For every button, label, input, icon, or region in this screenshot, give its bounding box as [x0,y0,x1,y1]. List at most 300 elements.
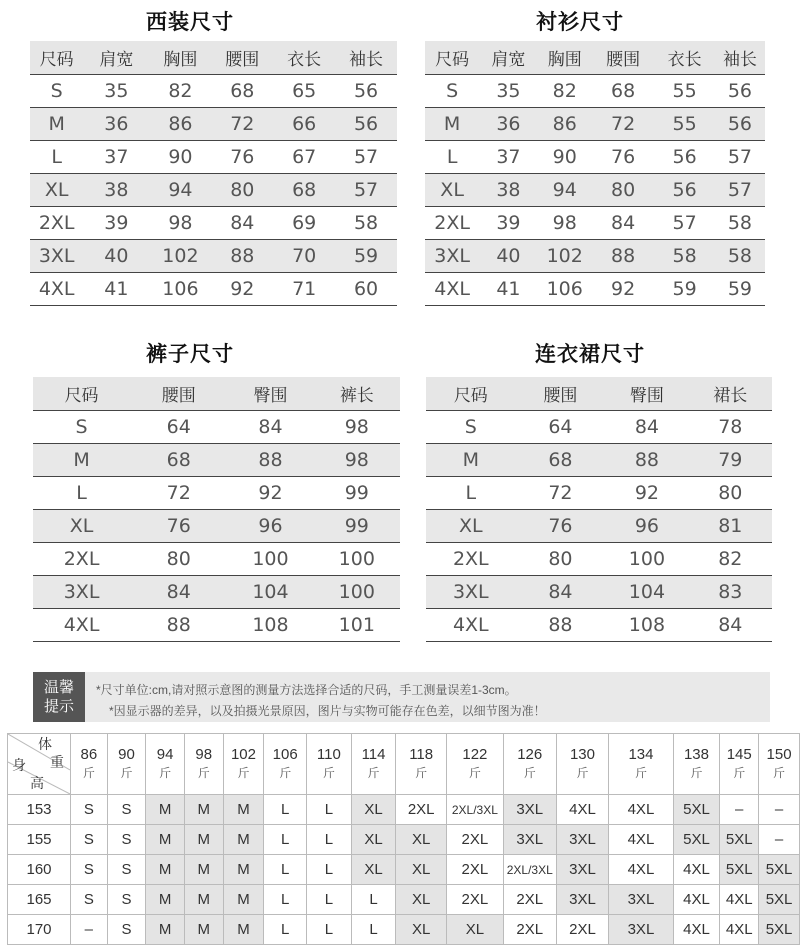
grid-weight-value: 118 [409,746,434,763]
suit-cell: 57 [335,141,397,174]
grid-weight-header [609,734,673,795]
shirt-cell: S [425,75,479,108]
grid-weight-unit: 斤 [634,766,647,780]
suit-cell: 35 [83,75,149,108]
grid-size-cell: XL [396,915,447,945]
suit-cell: 72 [211,108,273,141]
grid-weight-header [759,734,800,795]
pants-row [33,543,400,576]
grid-weight-header [223,734,264,795]
grid-weight-value: 145 [726,746,752,763]
grid-size-cell: XL [396,885,447,915]
grid-size-cell: 2XL [446,855,503,885]
shirt-row [425,207,765,240]
notice-badge-line1: 温馨 [43,678,74,696]
suit-row [30,207,397,240]
grid-weight-unit: 斤 [576,766,589,780]
pants-header-row [33,377,400,411]
dress-cell: XL [426,510,516,543]
grid-size-cell: M [223,915,264,945]
pants-cell: 3XL [33,576,130,609]
grid-weight-header [720,734,759,795]
dress-row [426,576,772,609]
grid-row [8,915,800,945]
grid-size-cell: L [307,855,352,885]
dress-header-cell: 尺码 [426,377,516,411]
shirt-cell: 58 [654,240,714,273]
grid-weight-header [673,734,720,795]
shirt-cell: 80 [592,174,655,207]
grid-weight-unit: 斤 [415,766,428,780]
grid-size-cell: 5XL [720,825,759,855]
dress-cell: 108 [605,609,688,642]
pants-cell: 4XL [33,609,130,642]
grid-size-cell: 4XL [673,885,720,915]
dress-cell: 100 [605,543,688,576]
grid-size-cell: S [71,795,108,825]
suit-cell: 2XL [30,207,83,240]
shirt-cell: 36 [479,108,537,141]
dress-cell: 68 [516,444,606,477]
grid-size-cell: M [184,825,223,855]
grid-row [8,885,800,915]
suit-cell: S [30,75,83,108]
pants-cell: 88 [130,609,227,642]
suit-cell: 37 [83,141,149,174]
suit-row [30,174,397,207]
suit-header-cell: 尺码 [30,41,83,75]
dress-row [426,477,772,510]
grid-size-cell: L [307,795,352,825]
pants-cell: S [33,411,130,444]
grid-weight-unit: 斤 [82,766,95,780]
dress-cell: 79 [689,444,772,477]
pants-row [33,576,400,609]
shirt-cell: 72 [592,108,655,141]
grid-weight-value: 122 [462,746,488,763]
grid-weight-header [556,734,609,795]
size-recommendation-table [7,733,800,945]
shirt-header-cell: 衣长 [654,41,714,75]
suit-cell: M [30,108,83,141]
pants-header-cell: 腰围 [130,377,227,411]
pants-header-cell: 尺码 [33,377,130,411]
pants-cell: 72 [130,477,227,510]
grid-size-cell: M [223,795,264,825]
pants-cell: 101 [314,609,400,642]
grid-size-cell: M [223,885,264,915]
dress-cell: 76 [516,510,606,543]
grid-size-cell: S [71,855,108,885]
grid-size-cell: 3XL [609,885,673,915]
dress-cell: 82 [689,543,772,576]
suit-cell: 88 [211,240,273,273]
suit-cell: 4XL [30,273,83,306]
grid-size-cell: 4XL [556,795,609,825]
dress-row [426,411,772,444]
grid-weight-header [107,734,146,795]
suit-header-cell: 衣长 [273,41,335,75]
suit-cell: 106 [149,273,211,306]
pants-cell: 92 [227,477,313,510]
suit-cell: 57 [335,174,397,207]
shirt-header-row [425,41,765,75]
shirt-header-cell: 肩宽 [479,41,537,75]
shirt-cell: M [425,108,479,141]
suit-cell: 102 [149,240,211,273]
grid-weight-value: 94 [156,746,174,763]
grid-size-cell: L [307,885,352,915]
dress-cell: 78 [689,411,772,444]
grid-size-cell: – [759,825,800,855]
shirt-cell: 106 [538,273,592,306]
dress-cell: 64 [516,411,606,444]
pants-cell: 96 [227,510,313,543]
grid-height-cell: 153 [8,795,71,825]
grid-body [8,795,800,945]
shirt-row [425,141,765,174]
suit-row [30,141,397,174]
pants-cell: 104 [227,576,313,609]
suit-row [30,108,397,141]
grid-size-cell: 3XL [609,915,673,945]
suit-cell: 36 [83,108,149,141]
grid-size-cell: M [146,885,185,915]
shirt-cell: 35 [479,75,537,108]
dress-cell: 84 [516,576,606,609]
grid-corner-cell [8,734,71,795]
pants-cell: 98 [314,411,400,444]
suit-cell: 59 [335,240,397,273]
grid-size-cell: XL [396,855,447,885]
shirt-cell: L [425,141,479,174]
shirt-cell: 57 [715,141,765,174]
grid-size-cell: 4XL [609,795,673,825]
suit-cell: 84 [211,207,273,240]
shirt-cell: 94 [538,174,592,207]
grid-weight-value: 106 [272,746,298,763]
grid-weight-value: 126 [517,746,543,763]
grid-weight-header [396,734,447,795]
grid-weight-value: 102 [230,746,256,763]
pants-cell: M [33,444,130,477]
grid-weight-header [351,734,396,795]
pants-cell: 98 [314,444,400,477]
grid-weight-value: 110 [316,746,341,763]
dress-cell: 104 [605,576,688,609]
grid-weight-unit: 斤 [690,766,703,780]
suit-cell: 39 [83,207,149,240]
suit-cell: 70 [273,240,335,273]
grid-weight-unit: 斤 [367,766,380,780]
grid-size-cell: M [146,855,185,885]
shirt-cell: 102 [538,240,592,273]
suit-header-cell: 胸围 [149,41,211,75]
suit-cell: 40 [83,240,149,273]
grid-size-cell: 5XL [759,855,800,885]
suit-cell: 58 [335,207,397,240]
grid-size-cell: M [223,855,264,885]
dress-cell: 83 [689,576,772,609]
shirt-cell: 3XL [425,240,479,273]
shirt-cell: 84 [592,207,655,240]
suit-cell: 76 [211,141,273,174]
grid-weight-unit: 斤 [197,766,210,780]
grid-weight-value: 90 [118,746,135,763]
pants-cell: 80 [130,543,227,576]
grid-height-cell: 170 [8,915,71,945]
grid-size-cell: 3XL [556,825,609,855]
shirt-cell: 76 [592,141,655,174]
grid-size-cell: 4XL [609,825,673,855]
suit-cell: 60 [335,273,397,306]
grid-size-cell: L [264,915,307,945]
suit-cell: 86 [149,108,211,141]
grid-size-cell: 4XL [720,885,759,915]
dress-row [426,543,772,576]
shirt-cell: 90 [538,141,592,174]
grid-corner-height-top: 身 [12,757,26,773]
notice-line-1: *尺寸单位:cm,请对照示意图的测量方法选择合适的尺码，手工测量误差1-3cm。 [96,683,517,697]
dress-header-cell: 腰围 [516,377,606,411]
pants-cell: XL [33,510,130,543]
dress-cell: 3XL [426,576,516,609]
grid-size-cell: 4XL [720,915,759,945]
shirt-cell: 55 [654,75,714,108]
shirt-cell: 88 [592,240,655,273]
shirt-cell: 86 [538,108,592,141]
suit-cell: 98 [149,207,211,240]
grid-size-cell: 3XL [556,855,609,885]
dress-cell: L [426,477,516,510]
shirt-cell: 92 [592,273,655,306]
shirt-row [425,75,765,108]
shirt-cell: 59 [715,273,765,306]
pants-cell: 100 [314,543,400,576]
dress-cell: 96 [605,510,688,543]
pants-size-table [33,377,400,642]
shirt-cell: 58 [715,207,765,240]
grid-weight-header [184,734,223,795]
suit-row [30,240,397,273]
grid-size-cell: 4XL [673,915,720,945]
shirt-cell: 56 [654,174,714,207]
dress-cell: 80 [689,477,772,510]
shirt-row [425,108,765,141]
grid-size-cell: S [107,915,146,945]
grid-corner-height-bottom: 高 [30,775,44,791]
dress-cell: 72 [516,477,606,510]
shirt-cell: 37 [479,141,537,174]
pants-row [33,444,400,477]
suit-cell: 92 [211,273,273,306]
dress-header-cell: 裙长 [689,377,772,411]
grid-size-cell: 2XL [503,915,556,945]
suit-cell: 68 [273,174,335,207]
grid-size-cell: S [107,855,146,885]
grid-size-cell: M [184,915,223,945]
grid-size-cell: 5XL [759,915,800,945]
grid-size-cell: S [71,825,108,855]
shirt-header-cell: 胸围 [538,41,592,75]
grid-weight-value: 150 [766,746,792,763]
grid-size-cell: 5XL [720,855,759,885]
suit-header-cell: 肩宽 [83,41,149,75]
grid-weight-header [446,734,503,795]
pants-row [33,510,400,543]
shirt-cell: XL [425,174,479,207]
grid-size-cell: L [264,795,307,825]
grid-weight-unit: 斤 [523,766,536,780]
notice-panel [33,672,770,722]
suit-cell: 90 [149,141,211,174]
grid-weight-value: 130 [569,746,595,763]
pants-cell: 68 [130,444,227,477]
shirt-row [425,273,765,306]
pants-row [33,609,400,642]
shirt-cell: 56 [715,75,765,108]
dress-cell: 2XL [426,543,516,576]
notice-line-2: *因显示器的差异，以及拍摄光景原因，图片与实物可能存在色差，以细节图为准！ [109,704,546,718]
grid-size-cell: 2XL [396,795,447,825]
suit-cell: L [30,141,83,174]
shirt-cell: 82 [538,75,592,108]
grid-weight-header [146,734,185,795]
grid-row [8,795,800,825]
grid-size-cell: XL [351,795,396,825]
grid-size-cell: 2XL/3XL [503,855,556,885]
grid-size-cell: 2XL [556,915,609,945]
grid-weight-value: 134 [628,746,654,763]
grid-size-cell: L [351,915,396,945]
grid-size-cell: L [264,885,307,915]
suit-cell: 56 [335,75,397,108]
suit-header-cell: 腰围 [211,41,273,75]
grid-corner-weight-bottom: 重 [50,754,64,770]
shirt-header-cell: 腰围 [592,41,655,75]
suit-cell: 82 [149,75,211,108]
pants-header-cell: 裤长 [314,377,400,411]
shirt-cell: 68 [592,75,655,108]
pants-cell: 84 [227,411,313,444]
suit-cell: 94 [149,174,211,207]
grid-corner-weight-top: 体 [38,736,52,752]
grid-size-cell: M [184,885,223,915]
dress-cell: 88 [516,609,606,642]
dress-size-title: 连衣裙尺寸 [535,342,645,366]
dress-cell: 84 [605,411,688,444]
grid-height-cell: 155 [8,825,71,855]
pants-header-cell: 臀围 [227,377,313,411]
grid-weight-unit: 斤 [237,766,250,780]
shirt-cell: 98 [538,207,592,240]
shirt-header-cell: 尺码 [425,41,479,75]
grid-height-cell: 165 [8,885,71,915]
dress-header-row [426,377,772,411]
suit-cell: 68 [211,75,273,108]
suit-cell: 71 [273,273,335,306]
suit-cell: 80 [211,174,273,207]
grid-size-cell: S [107,825,146,855]
grid-size-cell: 4XL [673,855,720,885]
shirt-row [425,174,765,207]
shirt-cell: 4XL [425,273,479,306]
grid-weight-unit: 斤 [322,766,335,780]
dress-cell: 80 [516,543,606,576]
grid-size-cell: L [351,885,396,915]
grid-size-cell: – [71,915,108,945]
grid-row [8,825,800,855]
grid-size-cell: M [184,855,223,885]
pants-cell: 99 [314,510,400,543]
grid-size-cell: – [720,795,759,825]
grid-size-cell: M [146,915,185,945]
grid-weight-value: 98 [195,746,213,763]
dress-cell: M [426,444,516,477]
suit-header-row [30,41,397,75]
suit-size-table [30,41,397,306]
pants-cell: 99 [314,477,400,510]
grid-weight-header [71,734,108,795]
suit-cell: 67 [273,141,335,174]
dress-row [426,609,772,642]
suit-size-title: 西装尺寸 [146,10,234,34]
grid-size-cell: 5XL [673,795,720,825]
grid-weight-header [264,734,307,795]
grid-weight-value: 138 [683,746,709,763]
shirt-cell: 2XL [425,207,479,240]
dress-row [426,444,772,477]
grid-weight-unit: 斤 [159,766,172,780]
pants-row [33,411,400,444]
grid-weight-header [503,734,556,795]
grid-weight-value: 114 [361,746,386,763]
shirt-cell: 57 [654,207,714,240]
grid-weight-unit: 斤 [773,766,786,780]
grid-size-cell: XL [396,825,447,855]
suit-header-cell: 袖长 [335,41,397,75]
shirt-cell: 40 [479,240,537,273]
pants-cell: 2XL [33,543,130,576]
grid-weight-unit: 斤 [468,766,481,780]
pants-size-title: 裤子尺寸 [146,342,234,366]
notice-badge-line2: 提示 [43,697,74,715]
grid-size-cell: XL [446,915,503,945]
dress-cell: 88 [605,444,688,477]
suit-cell: 41 [83,273,149,306]
grid-size-cell: 2XL [503,885,556,915]
grid-corner-diagonal [8,734,70,794]
grid-header-row [8,734,800,795]
suit-cell: 65 [273,75,335,108]
pants-cell: 108 [227,609,313,642]
shirt-size-table [425,41,765,306]
shirt-header-cell: 袖长 [715,41,765,75]
grid-size-cell: 2XL/3XL [446,795,503,825]
pants-row [33,477,400,510]
grid-size-cell: 2XL [446,885,503,915]
suit-row [30,75,397,108]
pants-cell: 84 [130,576,227,609]
pants-cell: 76 [130,510,227,543]
grid-weight-unit: 斤 [120,766,133,780]
grid-size-cell: S [71,885,108,915]
grid-size-cell: 2XL [446,825,503,855]
dress-cell: 81 [689,510,772,543]
grid-weight-value: 86 [80,746,98,763]
grid-size-cell: M [184,795,223,825]
pants-cell: 88 [227,444,313,477]
